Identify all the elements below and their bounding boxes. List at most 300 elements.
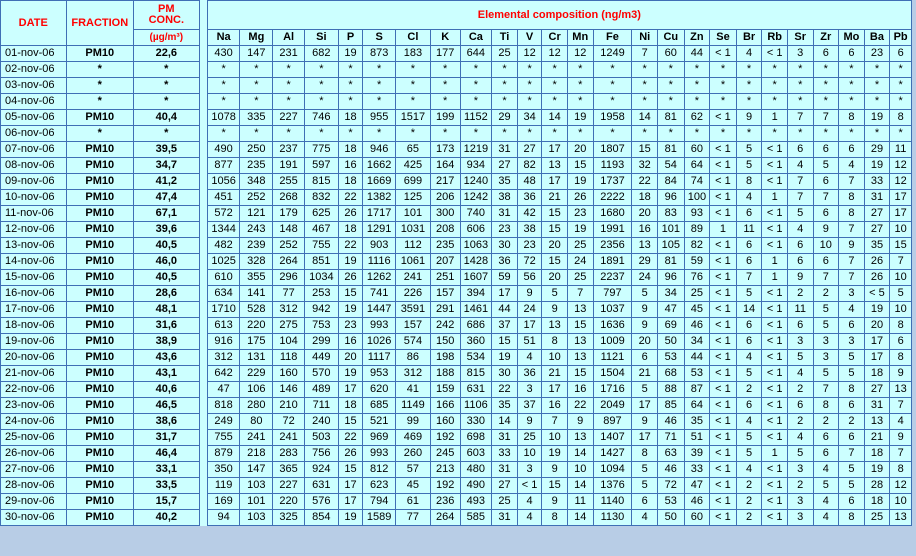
column-gap [199, 78, 207, 94]
value-cell-ba: 19 [864, 462, 890, 478]
value-cell-cl: * [396, 62, 431, 78]
value-cell-si: 682 [304, 46, 338, 62]
value-cell-si: 631 [304, 478, 338, 494]
value-cell-se: < 1 [710, 414, 737, 430]
value-cell-cu: 53 [657, 350, 684, 366]
value-cell-si: 746 [304, 110, 338, 126]
date-cell: 27-nov-06 [1, 462, 67, 478]
element-header-zn: Zn [684, 30, 710, 46]
value-cell-br: 4 [736, 190, 762, 206]
value-cell-sr: 3 [787, 334, 813, 350]
value-cell-br: 5 [736, 366, 762, 382]
date-cell: 30-nov-06 [1, 510, 67, 526]
value-cell-na: 755 [207, 430, 240, 446]
value-cell-v: 9 [517, 414, 542, 430]
value-cell-ba: 28 [864, 478, 890, 494]
value-cell-s: 1291 [363, 222, 396, 238]
date-cell: 22-nov-06 [1, 382, 67, 398]
value-cell-pb: 5 [890, 286, 912, 302]
pm-conc-header [134, 1, 200, 30]
value-cell-fe: 1991 [593, 222, 632, 238]
value-cell-si: 576 [304, 494, 338, 510]
pm-conc-cell: 47,4 [134, 190, 200, 206]
value-cell-br: 14 [736, 302, 762, 318]
value-cell-sr: 7 [787, 190, 813, 206]
value-cell-na: 1025 [207, 254, 240, 270]
value-cell-p: 18 [338, 398, 363, 414]
value-cell-ca: * [460, 78, 492, 94]
value-cell-fe: 1193 [593, 158, 632, 174]
value-cell-mn: 9 [567, 414, 593, 430]
element-header-zr: Zr [813, 30, 839, 46]
value-cell-p: 15 [338, 462, 363, 478]
value-cell-mg: 141 [240, 286, 273, 302]
value-cell-s: 1117 [363, 350, 396, 366]
value-cell-sr: 6 [787, 254, 813, 270]
value-cell-pb: * [890, 78, 912, 94]
value-cell-cl: 45 [396, 478, 431, 494]
element-header-s: S [363, 30, 396, 46]
value-cell-ba: 18 [864, 446, 890, 462]
value-cell-ca: 480 [460, 462, 492, 478]
value-cell-al: * [273, 78, 305, 94]
value-cell-fe: 797 [593, 286, 632, 302]
value-cell-se: < 1 [710, 382, 737, 398]
value-cell-br: 6 [736, 238, 762, 254]
pm-conc-cell: 43,6 [134, 350, 200, 366]
column-gap [199, 318, 207, 334]
value-cell-ca: 493 [460, 494, 492, 510]
fraction-cell: * [66, 62, 134, 78]
value-cell-ni: 4 [632, 510, 658, 526]
value-cell-si: 851 [304, 254, 338, 270]
value-cell-fe: 1427 [593, 446, 632, 462]
value-cell-sr: 4 [787, 366, 813, 382]
date-cell: 06-nov-06 [1, 126, 67, 142]
fraction-cell: PM10 [66, 318, 134, 334]
value-cell-zn: 34 [684, 334, 710, 350]
value-cell-sr: 6 [787, 142, 813, 158]
value-cell-cr: 12 [542, 46, 568, 62]
value-cell-zn: 45 [684, 302, 710, 318]
value-cell-mg: 147 [240, 462, 273, 478]
value-cell-zn: 46 [684, 494, 710, 510]
value-cell-sr: 7 [787, 110, 813, 126]
value-cell-rb: < 1 [762, 510, 788, 526]
value-cell-mo: 4 [839, 302, 865, 318]
value-cell-rb: 1 [762, 254, 788, 270]
value-cell-se: * [710, 94, 737, 110]
value-cell-mo: 3 [839, 286, 865, 302]
value-cell-ti: 37 [492, 318, 518, 334]
value-cell-br: 5 [736, 430, 762, 446]
value-cell-zn: 51 [684, 430, 710, 446]
value-cell-ba: 18 [864, 494, 890, 510]
value-cell-ba: 13 [864, 414, 890, 430]
value-cell-zr: 4 [813, 462, 839, 478]
value-cell-cr: 15 [542, 222, 568, 238]
value-cell-se: < 1 [710, 366, 737, 382]
value-cell-si: 756 [304, 446, 338, 462]
value-cell-s: 969 [363, 430, 396, 446]
value-cell-cl: * [396, 126, 431, 142]
value-cell-fe: 1009 [593, 334, 632, 350]
date-cell: 17-nov-06 [1, 302, 67, 318]
value-cell-cl: * [396, 94, 431, 110]
value-cell-cr: 8 [542, 510, 568, 526]
table-row [1, 46, 912, 62]
value-cell-si: 253 [304, 286, 338, 302]
value-cell-k: 208 [430, 222, 460, 238]
value-cell-mg: * [240, 78, 273, 94]
value-cell-fe: 1504 [593, 366, 632, 382]
value-cell-mo: 6 [839, 46, 865, 62]
value-cell-rb: < 1 [762, 478, 788, 494]
value-cell-cr: 17 [542, 174, 568, 190]
value-cell-cu: 84 [657, 174, 684, 190]
column-gap [199, 206, 207, 222]
value-cell-s: 812 [363, 462, 396, 478]
column-gap [199, 350, 207, 366]
column-gap [199, 238, 207, 254]
fraction-cell: PM10 [66, 494, 134, 510]
value-cell-k: 157 [430, 286, 460, 302]
value-cell-al: 104 [273, 334, 305, 350]
value-cell-rb: < 1 [762, 142, 788, 158]
value-cell-se: 1 [710, 222, 737, 238]
value-cell-pb: 15 [890, 238, 912, 254]
value-cell-cu: 69 [657, 318, 684, 334]
value-cell-sr: 3 [787, 510, 813, 526]
value-cell-s: 873 [363, 46, 396, 62]
value-cell-pb: * [890, 94, 912, 110]
value-cell-si: 467 [304, 222, 338, 238]
value-cell-pb: 7 [890, 398, 912, 414]
value-cell-si: 625 [304, 206, 338, 222]
value-cell-na: 1056 [207, 174, 240, 190]
value-cell-na: * [207, 126, 240, 142]
table-row [1, 110, 912, 126]
value-cell-fe: 1376 [593, 478, 632, 494]
date-cell: 19-nov-06 [1, 334, 67, 350]
value-cell-al: 283 [273, 446, 305, 462]
fraction-cell: PM10 [66, 446, 134, 462]
value-cell-cu: 34 [657, 286, 684, 302]
value-cell-ca: 603 [460, 446, 492, 462]
value-cell-cu: 83 [657, 206, 684, 222]
value-cell-ca: 585 [460, 510, 492, 526]
value-cell-cu: 46 [657, 414, 684, 430]
value-cell-mg: * [240, 62, 273, 78]
value-cell-mg: 348 [240, 174, 273, 190]
value-cell-p: 26 [338, 270, 363, 286]
value-cell-si: * [304, 94, 338, 110]
table-row [1, 446, 912, 462]
date-cell: 15-nov-06 [1, 270, 67, 286]
fraction-cell: PM10 [66, 158, 134, 174]
value-cell-p: 15 [338, 286, 363, 302]
value-cell-pb: 11 [890, 142, 912, 158]
value-cell-si: * [304, 78, 338, 94]
value-cell-br: 4 [736, 46, 762, 62]
value-cell-mn: 12 [567, 46, 593, 62]
value-cell-mn: 24 [567, 254, 593, 270]
value-cell-zn: 74 [684, 174, 710, 190]
value-cell-k: * [430, 78, 460, 94]
value-cell-ni: 15 [632, 142, 658, 158]
value-cell-mg: 243 [240, 222, 273, 238]
value-cell-mn: 7 [567, 286, 593, 302]
value-cell-cl: 41 [396, 382, 431, 398]
value-cell-sr: 11 [787, 302, 813, 318]
element-header-fe: Fe [593, 30, 632, 46]
value-cell-cl: 77 [396, 510, 431, 526]
value-cell-mg: 335 [240, 110, 273, 126]
value-cell-v: 82 [517, 158, 542, 174]
value-cell-ca: 1152 [460, 110, 492, 126]
value-cell-mn: 20 [567, 142, 593, 158]
value-cell-mo: 6 [839, 494, 865, 510]
value-cell-zr: 3 [813, 334, 839, 350]
value-cell-k: 192 [430, 430, 460, 446]
value-cell-mn: 23 [567, 206, 593, 222]
value-cell-si: 240 [304, 414, 338, 430]
value-cell-ca: 606 [460, 222, 492, 238]
value-cell-cu: 96 [657, 190, 684, 206]
fraction-cell: PM10 [66, 302, 134, 318]
value-cell-na: 613 [207, 318, 240, 334]
value-cell-v: 9 [517, 286, 542, 302]
value-cell-sr: 6 [787, 318, 813, 334]
value-cell-ba: 19 [864, 302, 890, 318]
value-cell-s: * [363, 126, 396, 142]
value-cell-ni: 5 [632, 478, 658, 494]
value-cell-zn: * [684, 94, 710, 110]
pm-conc-cell: 38,6 [134, 414, 200, 430]
value-cell-ti: 22 [492, 382, 518, 398]
value-cell-rb: < 1 [762, 382, 788, 398]
value-cell-rb: < 1 [762, 238, 788, 254]
value-cell-mn: 19 [567, 174, 593, 190]
value-cell-mn: 11 [567, 494, 593, 510]
value-cell-fe: 1037 [593, 302, 632, 318]
value-cell-br: 4 [736, 462, 762, 478]
value-cell-pb: 10 [890, 494, 912, 510]
value-cell-pb: 7 [890, 446, 912, 462]
table-row [1, 94, 912, 110]
value-cell-fe: 2049 [593, 398, 632, 414]
value-cell-mn: 13 [567, 430, 593, 446]
value-cell-p: 17 [338, 494, 363, 510]
value-cell-se: * [710, 78, 737, 94]
value-cell-s: 1589 [363, 510, 396, 526]
value-cell-cu: * [657, 78, 684, 94]
element-header-mg: Mg [240, 30, 273, 46]
fraction-cell: * [66, 78, 134, 94]
date-cell: 24-nov-06 [1, 414, 67, 430]
value-cell-ti: 33 [492, 446, 518, 462]
value-cell-s: 903 [363, 238, 396, 254]
column-gap [199, 94, 207, 110]
pm-conc-cell: 33,1 [134, 462, 200, 478]
value-cell-v: 72 [517, 254, 542, 270]
fraction-cell: * [66, 126, 134, 142]
value-cell-mo: 9 [839, 238, 865, 254]
value-cell-ti: 31 [492, 430, 518, 446]
pm-conc-cell: 46,0 [134, 254, 200, 270]
value-cell-ni: 20 [632, 206, 658, 222]
value-cell-k: 300 [430, 206, 460, 222]
value-cell-rb: 1 [762, 270, 788, 286]
value-cell-si: 942 [304, 302, 338, 318]
value-cell-zr: 9 [813, 222, 839, 238]
value-cell-br: 6 [736, 318, 762, 334]
pm-conc-cell: 33,5 [134, 478, 200, 494]
value-cell-ti: 44 [492, 302, 518, 318]
value-cell-mg: 106 [240, 382, 273, 398]
value-cell-ni: 8 [632, 446, 658, 462]
value-cell-br: 2 [736, 382, 762, 398]
value-cell-s: 946 [363, 142, 396, 158]
value-cell-mg: 175 [240, 334, 273, 350]
value-cell-se: < 1 [710, 238, 737, 254]
table-row [1, 270, 912, 286]
value-cell-na: 634 [207, 286, 240, 302]
value-cell-ca: 490 [460, 478, 492, 494]
value-cell-si: 753 [304, 318, 338, 334]
value-cell-ba: 17 [864, 334, 890, 350]
value-cell-cr: * [542, 94, 568, 110]
pm-conc-cell: * [134, 62, 200, 78]
value-cell-k: 188 [430, 366, 460, 382]
pm-conc-cell: 40,5 [134, 238, 200, 254]
table-row [1, 398, 912, 414]
value-cell-ni: 22 [632, 174, 658, 190]
value-cell-ca: 1461 [460, 302, 492, 318]
value-cell-na: 249 [207, 414, 240, 430]
element-header-br: Br [736, 30, 762, 46]
value-cell-mo: 6 [839, 318, 865, 334]
value-cell-mg: 103 [240, 510, 273, 526]
value-cell-ba: 19 [864, 158, 890, 174]
value-cell-ti: 35 [492, 174, 518, 190]
date-cell: 20-nov-06 [1, 350, 67, 366]
value-cell-se: < 1 [710, 478, 737, 494]
value-cell-k: 173 [430, 142, 460, 158]
table-row [1, 334, 912, 350]
value-cell-v: 24 [517, 302, 542, 318]
value-cell-v: 4 [517, 494, 542, 510]
value-cell-p: * [338, 78, 363, 94]
value-cell-sr: * [787, 62, 813, 78]
value-cell-cl: 157 [396, 318, 431, 334]
element-header-na: Na [207, 30, 240, 46]
value-cell-ni: 6 [632, 494, 658, 510]
value-cell-se: < 1 [710, 430, 737, 446]
value-cell-ni: 9 [632, 302, 658, 318]
value-cell-fe: 1891 [593, 254, 632, 270]
value-cell-k: 198 [430, 350, 460, 366]
value-cell-zr: 7 [813, 190, 839, 206]
value-cell-al: 296 [273, 270, 305, 286]
element-header-k: K [430, 30, 460, 46]
value-cell-k: 217 [430, 174, 460, 190]
value-cell-ba: < 5 [864, 286, 890, 302]
value-cell-cl: 65 [396, 142, 431, 158]
table-row [1, 478, 912, 494]
value-cell-mn: 26 [567, 190, 593, 206]
value-cell-ni: 24 [632, 270, 658, 286]
value-cell-rb: < 1 [762, 318, 788, 334]
value-cell-br: * [736, 126, 762, 142]
value-cell-ca: 631 [460, 382, 492, 398]
column-gap [199, 462, 207, 478]
table-row [1, 238, 912, 254]
value-cell-mg: 528 [240, 302, 273, 318]
value-cell-ti: 23 [492, 222, 518, 238]
column-gap [199, 366, 207, 382]
value-cell-se: < 1 [710, 254, 737, 270]
value-cell-fe: 2222 [593, 190, 632, 206]
fraction-cell: PM10 [66, 174, 134, 190]
value-cell-v: 17 [517, 318, 542, 334]
value-cell-cl: 1061 [396, 254, 431, 270]
value-cell-zn: 82 [684, 238, 710, 254]
value-cell-zr: * [813, 78, 839, 94]
fraction-cell: PM10 [66, 334, 134, 350]
value-cell-ti: 31 [492, 462, 518, 478]
value-cell-br: 4 [736, 414, 762, 430]
value-cell-mn: 15 [567, 318, 593, 334]
value-cell-p: * [338, 126, 363, 142]
value-cell-ba: 25 [864, 510, 890, 526]
value-cell-na: 1710 [207, 302, 240, 318]
value-cell-mg: 103 [240, 478, 273, 494]
date-cell: 07-nov-06 [1, 142, 67, 158]
value-cell-cr: 19 [542, 446, 568, 462]
value-cell-al: 255 [273, 174, 305, 190]
value-cell-cu: 105 [657, 238, 684, 254]
column-gap [199, 142, 207, 158]
pm-conc-cell: * [134, 78, 200, 94]
value-cell-zr: * [813, 126, 839, 142]
value-cell-v: < 1 [517, 478, 542, 494]
value-cell-al: * [273, 62, 305, 78]
value-cell-cr: 16 [542, 398, 568, 414]
value-cell-rb: * [762, 94, 788, 110]
value-cell-br: * [736, 62, 762, 78]
value-cell-p: 17 [338, 478, 363, 494]
value-cell-ni: 5 [632, 382, 658, 398]
value-cell-ti: 15 [492, 334, 518, 350]
value-cell-cl: 469 [396, 430, 431, 446]
value-cell-ca: 1219 [460, 142, 492, 158]
value-cell-ti: 14 [492, 414, 518, 430]
value-cell-cu: 96 [657, 270, 684, 286]
value-cell-br: 5 [736, 286, 762, 302]
value-cell-fe: 897 [593, 414, 632, 430]
value-cell-zn: 64 [684, 398, 710, 414]
value-cell-ti: 27 [492, 158, 518, 174]
value-cell-rb: < 1 [762, 222, 788, 238]
value-cell-zr: 7 [813, 270, 839, 286]
value-cell-br: 5 [736, 142, 762, 158]
value-cell-zn: 25 [684, 286, 710, 302]
value-cell-zn: 60 [684, 142, 710, 158]
value-cell-zr: 6 [813, 254, 839, 270]
value-cell-al: 118 [273, 350, 305, 366]
value-cell-ba: 19 [864, 110, 890, 126]
